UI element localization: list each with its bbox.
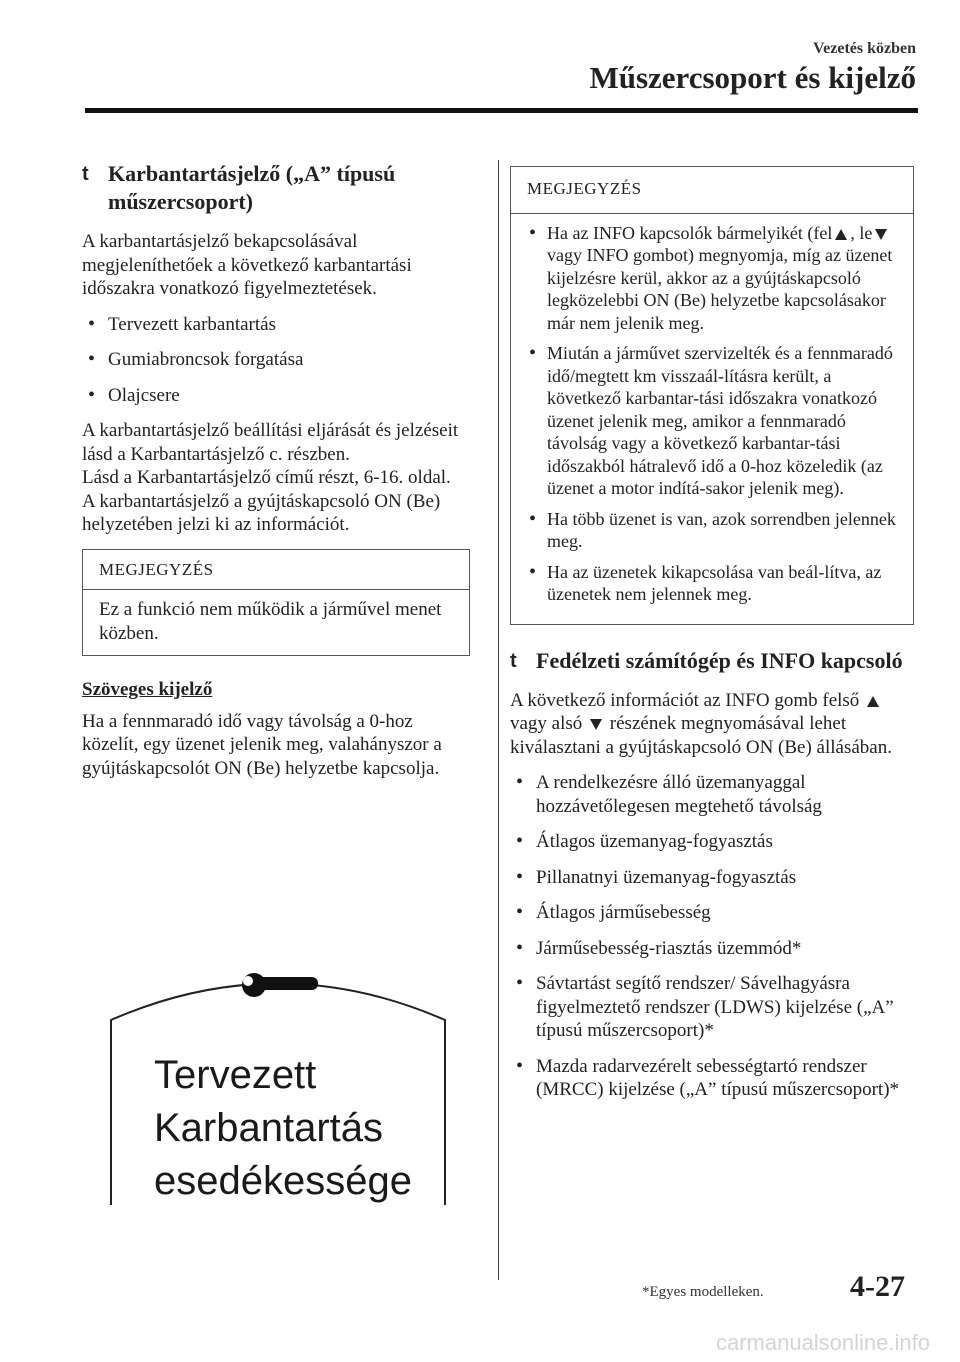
note-body: [511, 214, 913, 624]
left-column: [82, 160, 470, 792]
intro-paragraph: A karbantartásjelző bekapcsolásával megjeleníthetőek a következő karbantartási időszakra vonatkozó figyelmeztetések.: [82, 231, 412, 299]
list-item: • Ha több üzenet is van, azok sorrendben jelennek meg.: [525, 508, 901, 553]
note-body: Ez a funkció nem működik a járművel menet közben.: [99, 599, 442, 644]
heading-marker: t: [510, 649, 517, 672]
list-item: • Olajcsere: [82, 384, 470, 408]
list-item: • Járműsebesség-riasztás üzemmód*: [510, 937, 914, 961]
note-title: MEGJEGYZÉS: [511, 167, 913, 214]
heading-text: Karbantartásjelző („A” típusú műszercsoport): [108, 161, 396, 214]
arrow-up-icon: [835, 229, 847, 240]
heading-text: Fedélzeti számítógép és INFO kapcsoló: [536, 647, 903, 673]
list-item: • Átlagos járműsebesség: [510, 901, 914, 925]
display-line: Tervezett: [154, 1053, 317, 1097]
header-rule: [85, 108, 918, 113]
display-line: esedékessége: [154, 1159, 412, 1203]
arrow-up-icon: [867, 696, 879, 707]
list-item: • Sávtartást segítő rendszer/ Sávelhagyásra figyelmeztető rendszer (LDWS) kijelzése („A” típusú műszercsoport)*: [510, 972, 914, 1043]
subheading-text-display: Szöveges kijelző: [82, 679, 213, 700]
paragraph: Ha a fennmaradó idő vagy távolság a 0-hoz közelít, egy üzenet jelenik meg, valahányszor a gyújtáskapcsolót ON (Be) helyzetbe kapcsolja.: [82, 710, 442, 779]
heading-marker: t: [82, 163, 89, 185]
page-title: Műszercsoport és kijelző: [589, 60, 916, 95]
section-heading-trip-computer: [510, 647, 914, 675]
wrench-icon: [242, 973, 318, 997]
list-item: • Miután a járművet szervizelték és a fennmaradó idő/megtett km visszaál-lításra került, a következő karbantar-tási időszakra vonatkozó üzenet jelenik meg, amikor a fennmaradó távolság vagy a következő karbantar-tási időszakból hátralevő idő a 0-hoz közeledik (az üzenet a motor indítá-sakor jelenik meg).: [525, 342, 901, 500]
paragraph: A karbantartásjelző a gyújtáskapcsoló ON (Be) helyzetében jelzi ki az információt.: [82, 490, 441, 535]
paragraph: A karbantartásjelző beállítási eljárását és jelzéseit lásd a Karbantartásjelző c. részben.: [82, 420, 459, 465]
intro-paragraph: A következő információt az INFO gomb felső vagy alsó részének megnyomásával lehet kiválasztani a gyújtáskapcsoló ON (Be) állásában.: [510, 689, 892, 758]
list-item: • A rendelkezésre álló üzemanyaggal hozzávetőlegesen megtehető távolság: [510, 771, 914, 818]
section-label: Vezetés közben: [813, 40, 916, 57]
section-heading-maintenance: [82, 160, 470, 216]
list-item: • Átlagos üzemanyag-fogyasztás: [510, 830, 914, 854]
list-item: • Ha az INFO kapcsolók bármelyikét (fel , levagy INFO gombot) megnyomja, míg az üzenet kijelzésre kerül, akkor az a gyújtáskapcsoló legközelebbi ON (Be) helyzetbe kapcsolásakor már nem jelenik meg.: [525, 222, 901, 335]
arrow-down-icon: [590, 719, 602, 730]
note-title: MEGJEGYZÉS: [83, 550, 469, 591]
note-list: [525, 222, 901, 606]
page-reference: Lásd a Karbantartásjelző című részt, 6-16. oldal.: [82, 467, 451, 488]
list-item: • Tervezett karbantartás: [82, 313, 470, 337]
column-divider: [498, 160, 499, 1280]
info-list: [510, 771, 914, 1102]
page-number: 4-27: [850, 1270, 905, 1303]
display-message: [154, 1049, 412, 1208]
footnote: *Egyes modelleken.: [642, 1284, 764, 1300]
watermark: carmanualsonline.info: [715, 1330, 930, 1355]
arrow-down-icon: [875, 229, 887, 240]
list-item: • Pillanatnyi üzemanyag-fogyasztás: [510, 866, 914, 890]
right-column: [510, 166, 914, 1114]
display-line: Karbantartás: [154, 1106, 384, 1150]
maintenance-list: [82, 313, 470, 408]
list-item: • Ha az üzenetek kikapcsolása van beál-lítva, az üzenetek nem jelennek meg.: [525, 561, 901, 606]
list-item: • Mazda radarvezérelt sebességtartó rendszer (MRCC) kijelzése („A” típusú műszercsoport)*: [510, 1055, 914, 1102]
note-box: [82, 549, 470, 657]
note-box: [510, 166, 914, 625]
list-item: • Gumiabroncsok forgatása: [82, 348, 470, 372]
display-illustration: [108, 965, 448, 1205]
